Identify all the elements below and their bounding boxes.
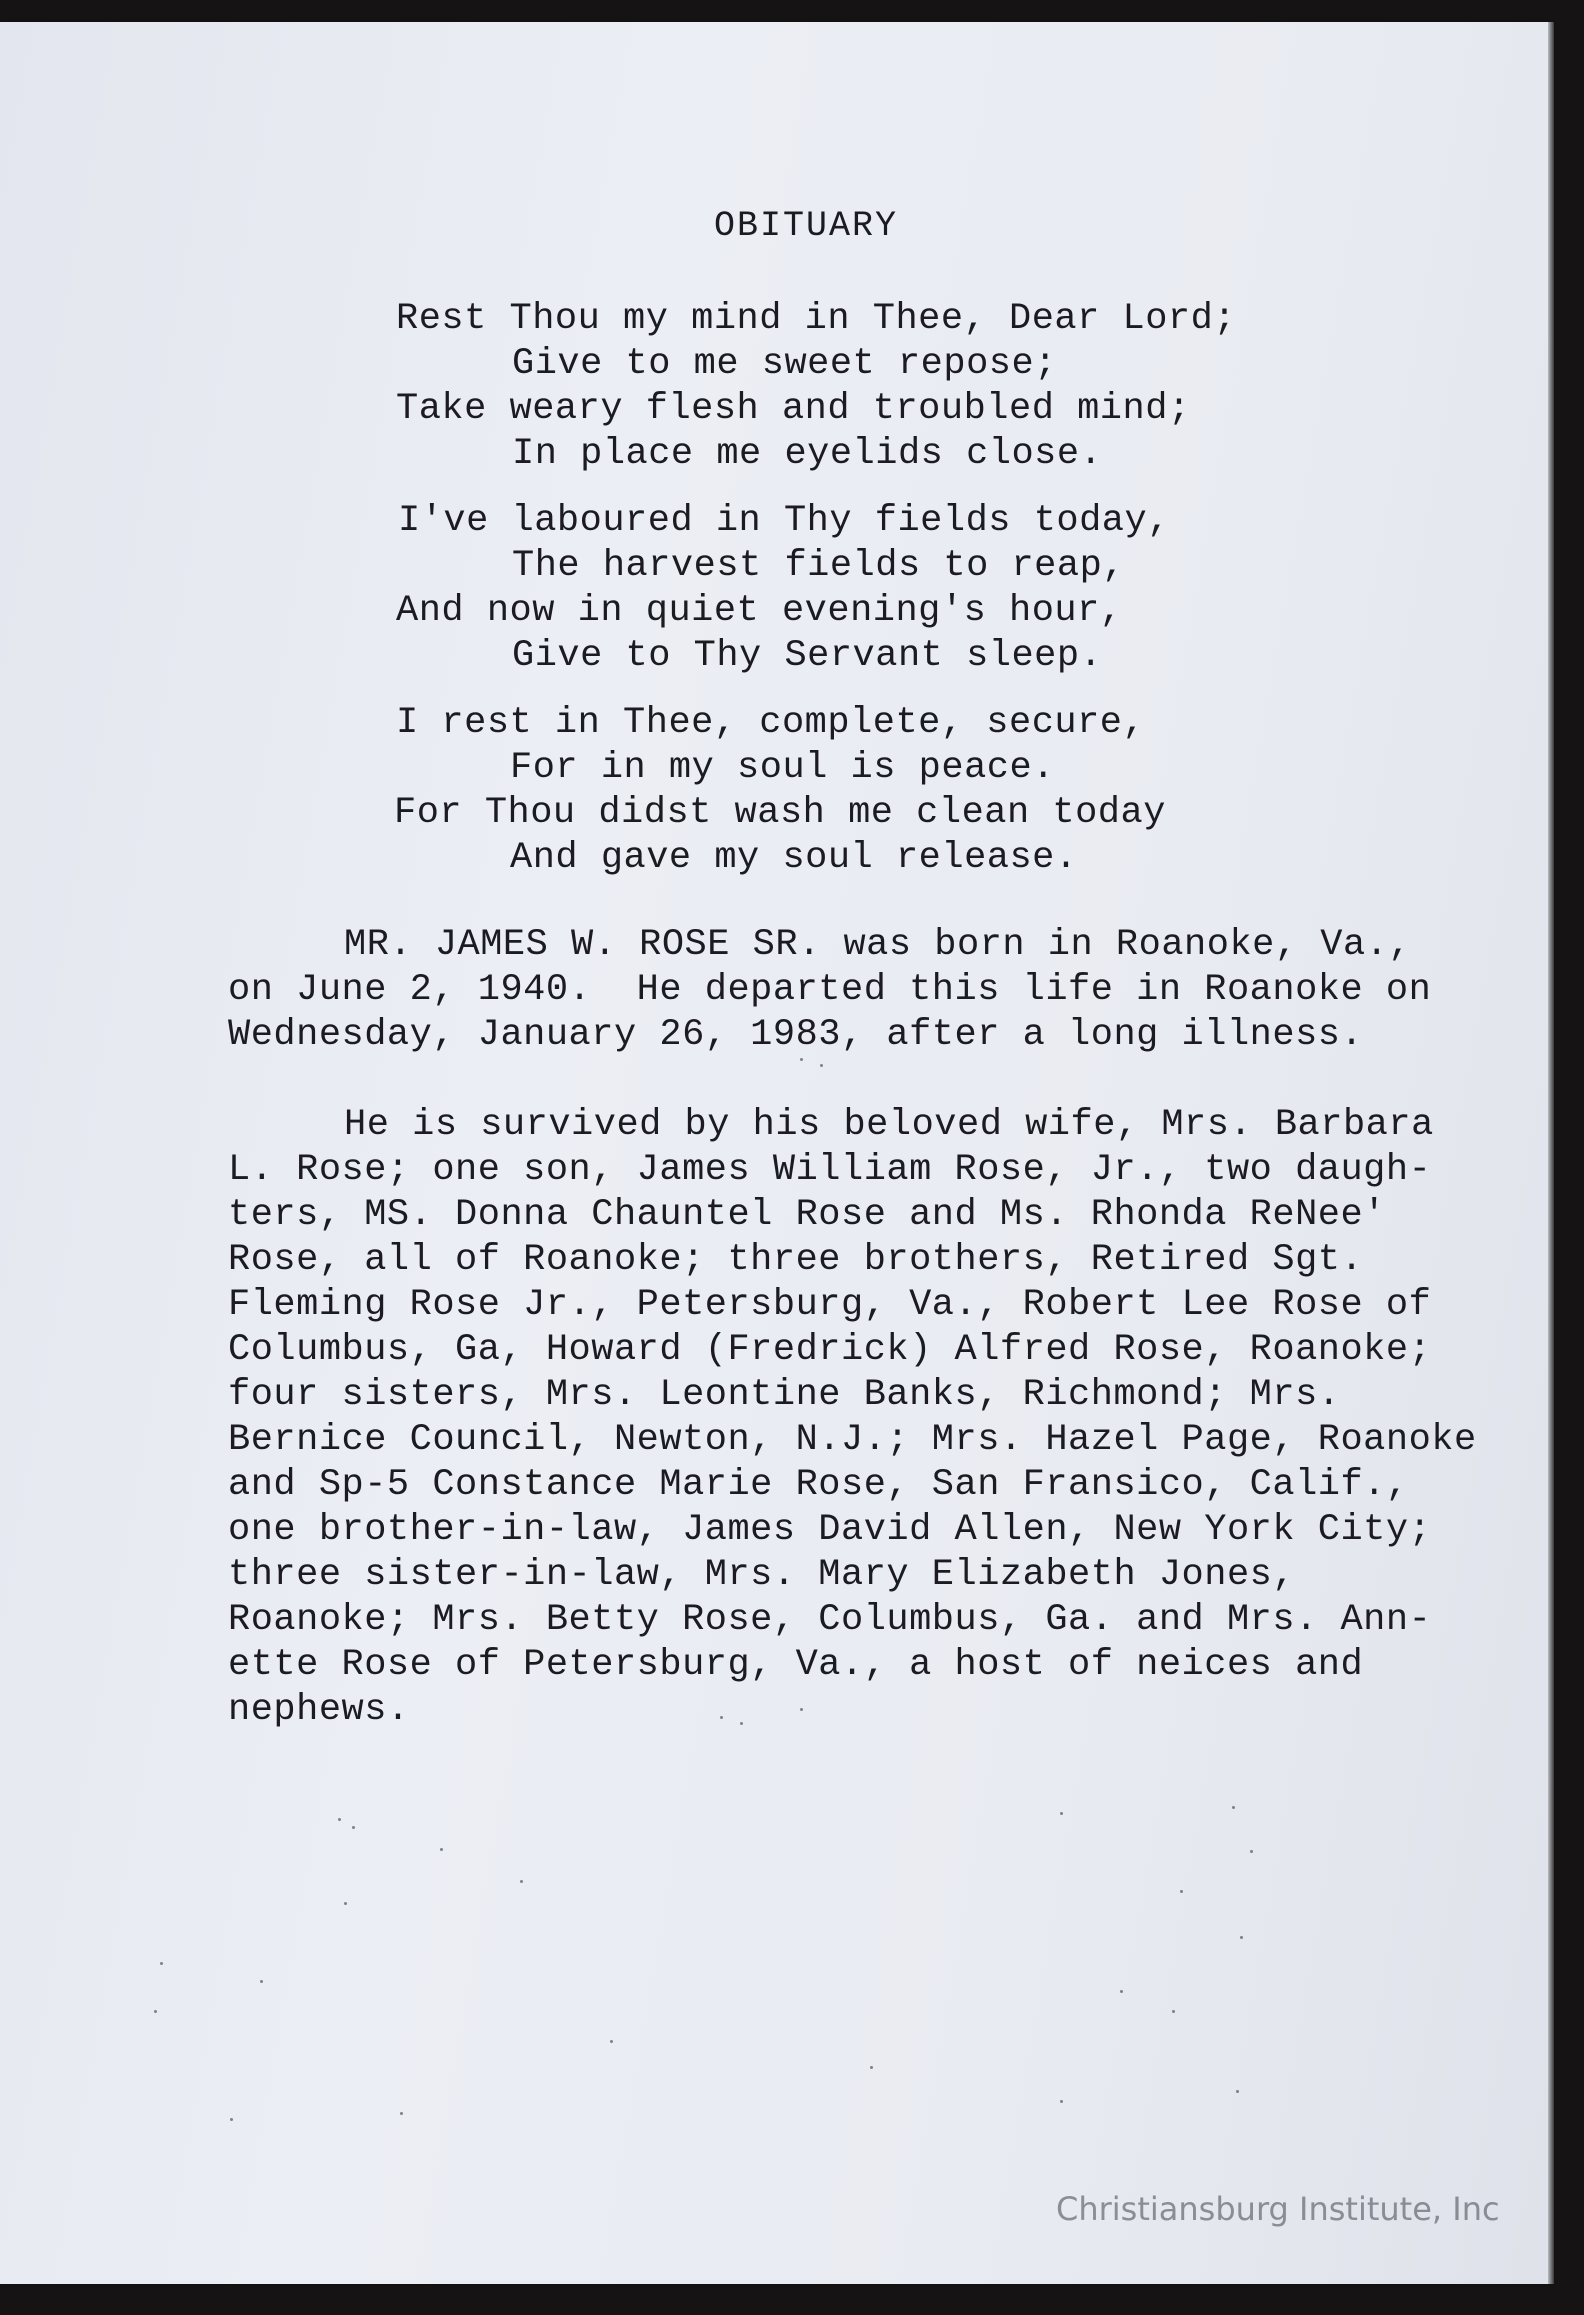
poem-line: For Thou didst wash me clean today bbox=[394, 792, 1166, 834]
poem-line: Take weary flesh and troubled mind; bbox=[396, 388, 1191, 430]
paragraph-line: ters, MS. Donna Chauntel Rose and Ms. Rhonda ReNee' bbox=[228, 1194, 1386, 1236]
paragraph-line: one brother-in-law, James David Allen, New York City; bbox=[228, 1509, 1432, 1551]
poem-line: I rest in Thee, complete, secure, bbox=[396, 702, 1146, 744]
paragraph-line: Fleming Rose Jr., Petersburg, Va., Robert Lee Rose of bbox=[228, 1284, 1432, 1326]
paragraph-line: Wednesday, January 26, 1983, after a long illness. bbox=[228, 1014, 1364, 1056]
paragraph-line: He is survived by his beloved wife, Mrs. Barbara bbox=[344, 1104, 1434, 1146]
poem-line: The harvest fields to reap, bbox=[512, 545, 1125, 587]
paragraph-line: Roanoke; Mrs. Betty Rose, Columbus, Ga. and Mrs. Ann- bbox=[228, 1599, 1432, 1641]
paragraph-line: L. Rose; one son, James William Rose, Jr., two daugh- bbox=[228, 1149, 1432, 1191]
paragraph-line: and Sp-5 Constance Marie Rose, San Fransico, Calif., bbox=[228, 1464, 1409, 1506]
paragraph-line: ette Rose of Petersburg, Va., a host of neices and bbox=[228, 1644, 1364, 1686]
poem-line: Give to me sweet repose; bbox=[512, 343, 1057, 385]
watermark: Christiansburg Institute, Inc bbox=[1056, 2190, 1500, 2228]
paragraph-line: three sister-in-law, Mrs. Mary Elizabeth Jones, bbox=[228, 1554, 1296, 1596]
paragraph-line: Columbus, Ga, Howard (Fredrick) Alfred Rose, Roanoke; bbox=[228, 1329, 1432, 1371]
poem-line: And gave my soul release. bbox=[510, 837, 1078, 879]
paragraph-line: Rose, all of Roanoke; three brothers, Retired Sgt. bbox=[228, 1239, 1364, 1281]
poem-line: Give to Thy Servant sleep. bbox=[512, 635, 1103, 677]
paragraph-line: nephews. bbox=[228, 1689, 410, 1731]
paragraph-line: four sisters, Mrs. Leontine Banks, Richmond; Mrs. bbox=[228, 1374, 1341, 1416]
paragraph-line: Bernice Council, Newton, N.J.; Mrs. Hazel Page, Roanoke bbox=[228, 1419, 1477, 1461]
poem-line: In place me eyelids close. bbox=[512, 433, 1103, 475]
poem-line: And now in quiet evening's hour, bbox=[396, 590, 1123, 632]
paragraph-line: MR. JAMES W. ROSE SR. was born in Roanoke, Va., bbox=[344, 924, 1412, 966]
poem-line: Rest Thou my mind in Thee, Dear Lord; bbox=[396, 298, 1237, 340]
paper-edge bbox=[1548, 22, 1554, 2284]
poem-line: For in my soul is peace. bbox=[510, 747, 1055, 789]
obituary-title: OBITUARY bbox=[714, 206, 899, 246]
poem-line: I've laboured in Thy fields today, bbox=[398, 500, 1170, 542]
paragraph-line: on June 2, 1940. He departed this life in Roanoke on bbox=[228, 969, 1432, 1011]
